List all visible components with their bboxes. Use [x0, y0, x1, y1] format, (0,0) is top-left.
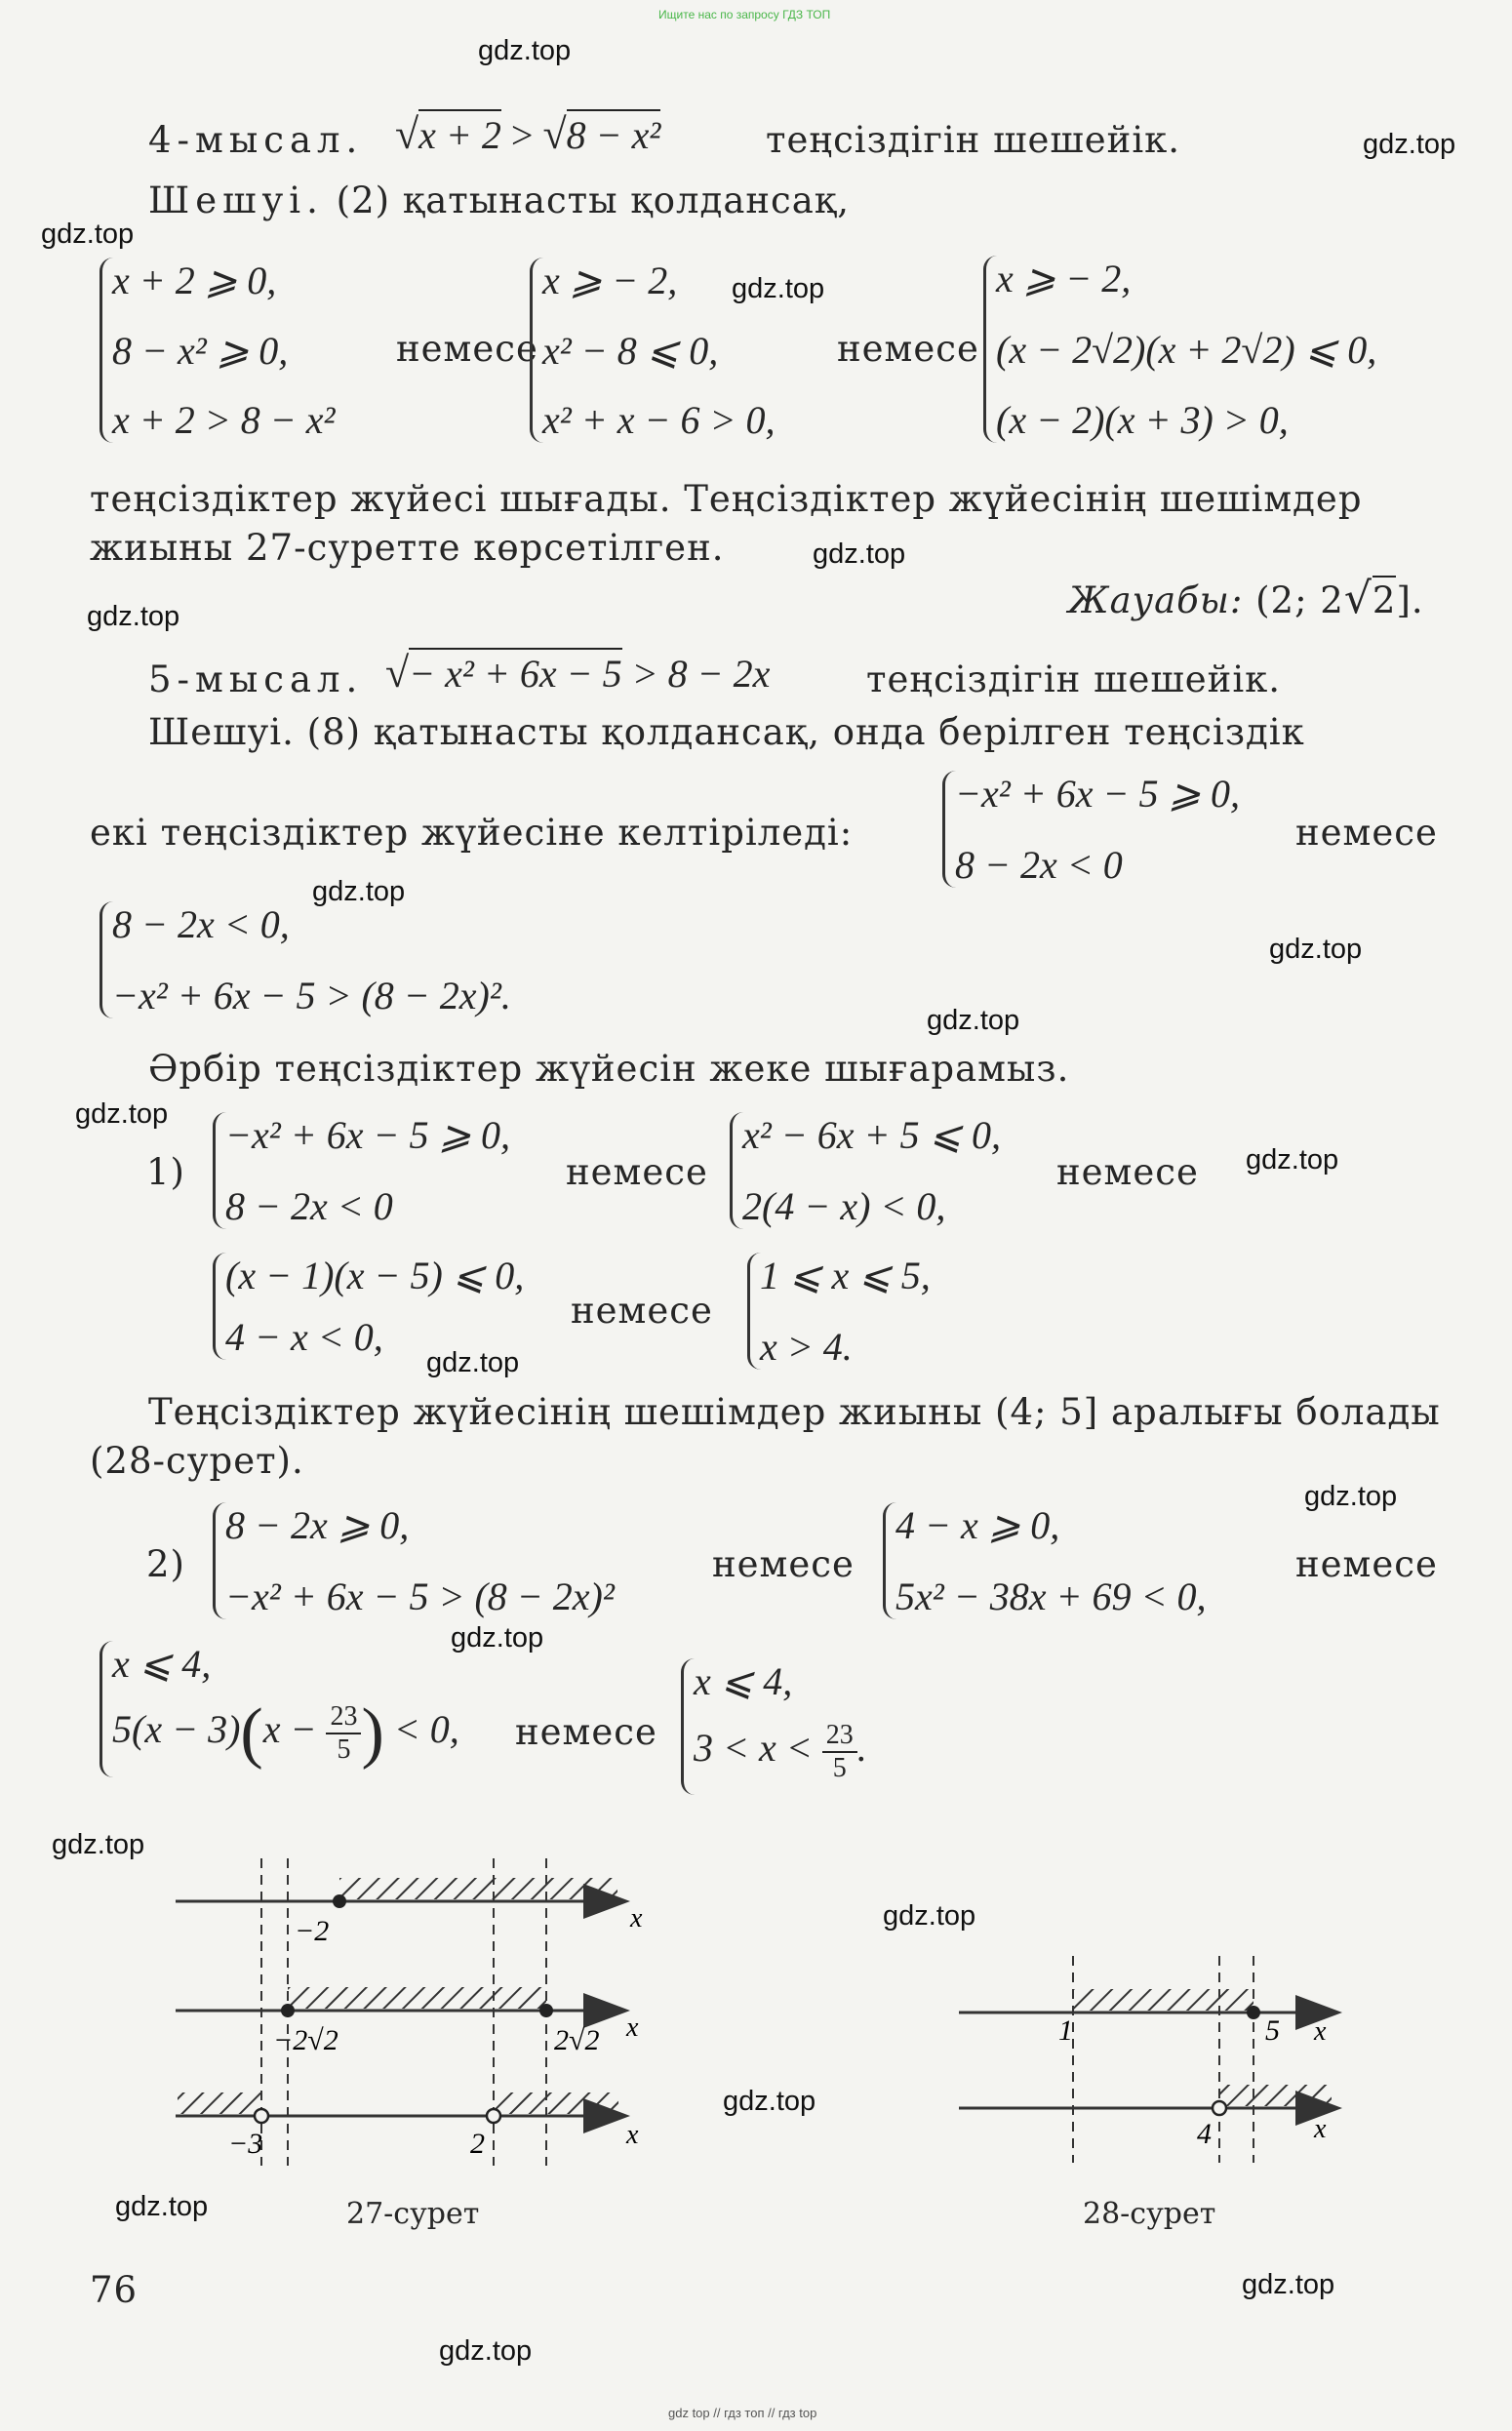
- watermark: gdz.top: [426, 1347, 520, 1378]
- figure-28-caption: 28-сурет: [1083, 2197, 1216, 2231]
- watermark: gdz.top: [883, 1900, 976, 1932]
- or-word: немесе: [712, 1543, 855, 1585]
- case2-system4: x ⩽ 4, 3 < x < $\frac{23}{5}$ .: [681, 1658, 867, 1795]
- example4-label: 4-мысал.: [148, 119, 364, 161]
- tick-label: −2: [295, 1915, 330, 1947]
- watermark: gdz.top: [732, 273, 825, 304]
- watermark: gdz.top: [1269, 934, 1363, 965]
- case2-system2: 4 − x ⩾ 0, 5x² − 38x + 69 < 0,: [883, 1502, 1206, 1619]
- closed-point: [539, 2004, 553, 2017]
- or-word: немесе: [396, 328, 538, 370]
- axis-label: x: [1314, 2114, 1327, 2144]
- figure-27: [166, 1839, 673, 2171]
- open-point: [487, 2109, 500, 2123]
- example4-text2: жиыны 27-суретте көрсетілген.: [90, 527, 725, 569]
- watermark: gdz.top: [1304, 1481, 1398, 1512]
- tick-label: −3: [228, 2128, 263, 2160]
- case2-system1: 8 − 2x ⩾ 0, −x² + 6x − 5 > (8 − 2x)²: [213, 1502, 615, 1619]
- axis-label: x: [630, 1903, 643, 1933]
- open-point: [1213, 2101, 1226, 2115]
- or-word: немесе: [1056, 1151, 1199, 1193]
- axis-label: x: [626, 2013, 639, 2043]
- closed-point: [1247, 2006, 1260, 2019]
- example5-solution: Шешуі. (8) қатынасты қолдансақ, онда берілген теңсіздік: [148, 711, 1305, 753]
- closed-point: [333, 1894, 346, 1908]
- watermark: gdz.top: [1246, 1144, 1339, 1176]
- watermark: gdz.top: [87, 601, 180, 632]
- example4-solution: Шешуі. (2) қатынасты қолдансақ,: [148, 179, 851, 221]
- tick-label: −2√2: [273, 2024, 338, 2056]
- case1-result2: (28-сурет).: [90, 1440, 304, 1482]
- case1-number: 1): [146, 1151, 185, 1193]
- tick-label: 1: [1058, 2014, 1073, 2047]
- example4-inequality: √x + 2 > √8 − x²: [395, 110, 661, 158]
- case2-system3: x ⩽ 4, 5(x − 3)(x − $\frac{23}{5}$ ) < 0,: [99, 1641, 459, 1777]
- tick-label: 2√2: [554, 2024, 600, 2056]
- tick-label: 2: [470, 2128, 485, 2160]
- solution-hatch: [178, 2092, 261, 2114]
- case1-result1: Теңсіздіктер жүйесінің шешімдер жиыны (4; 5] аралығы болады: [148, 1391, 1441, 1433]
- axis-label: x: [1314, 2016, 1327, 2047]
- example4-answer: Жауабы: (2; 2√2].: [1068, 574, 1424, 623]
- page-number: 76: [90, 2269, 139, 2311]
- example5-system-b: 8 − 2x < 0, −x² + 6x − 5 > (8 − 2x)².: [99, 901, 511, 1018]
- case1-system4: 1 ⩽ x ⩽ 5, x > 4.: [747, 1253, 931, 1370]
- watermark: gdz.top: [1363, 129, 1456, 160]
- example4-task: теңсіздігін шешейік.: [766, 119, 1181, 161]
- watermark: gdz.top: [451, 1622, 544, 1654]
- or-word: немесе: [566, 1151, 708, 1193]
- example5-system-a: −x² + 6x − 5 ⩾ 0, 8 − 2x < 0: [942, 771, 1240, 888]
- watermark: gdz.top: [927, 1005, 1020, 1036]
- open-point: [255, 2109, 268, 2123]
- or-word: немесе: [571, 1290, 713, 1332]
- watermark: gdz.top: [478, 35, 572, 66]
- example5-each-text: Әрбір теңсіздіктер жүйесін жеке шығарамыз.: [148, 1048, 1070, 1090]
- example4-system3: x ⩾ − 2, (x − 2√2)(x + 2√2) ⩽ 0, (x − 2)(x + 3) > 0,: [983, 256, 1376, 443]
- example5-task: теңсіздігін шешейік.: [866, 658, 1282, 700]
- example4-system1: x + 2 ⩾ 0, 8 − x² ⩾ 0, x + 2 > 8 − x²: [99, 258, 335, 443]
- header-note: Ищите нас по запросу ГДЗ ТОП: [658, 8, 831, 21]
- example5-inequality: √− x² + 6x − 5 > 8 − 2x: [385, 649, 771, 697]
- solution-hatch: [288, 1987, 546, 2009]
- case1-system1: −x² + 6x − 5 ⩾ 0, 8 − 2x < 0: [213, 1112, 510, 1229]
- watermark: gdz.top: [1242, 2269, 1335, 2300]
- case1-system2: x² − 6x + 5 ⩽ 0, 2(4 − x) < 0,: [730, 1112, 1001, 1229]
- closed-point: [281, 2004, 295, 2017]
- watermark: gdz.top: [52, 1829, 145, 1860]
- example4-text1: теңсіздіктер жүйесі шығады. Теңсіздіктер жүйесінің шешімдер: [90, 478, 1363, 520]
- solution-hatch: [339, 1878, 617, 1899]
- solution-hatch: [494, 2092, 618, 2114]
- case1-system3: (x − 1)(x − 5) ⩽ 0, 4 − x < 0,: [213, 1253, 524, 1360]
- solution-hatch: [1219, 2085, 1332, 2106]
- example5-reduce-text: екі теңсіздіктер жүйесіне келтіріледі:: [90, 812, 854, 854]
- fraction: $\frac{23}{5}$: [326, 1701, 361, 1766]
- watermark: gdz.top: [813, 538, 906, 570]
- solution-hatch: [1073, 1989, 1253, 2011]
- tick-label: 4: [1197, 2118, 1212, 2150]
- tick-label: 5: [1265, 2014, 1280, 2047]
- or-word: немесе: [837, 328, 979, 370]
- watermark: gdz.top: [312, 876, 406, 907]
- watermark: gdz.top: [75, 1098, 169, 1130]
- case2-number: 2): [146, 1543, 185, 1585]
- watermark: gdz.top: [41, 219, 135, 250]
- example5-label: 5-мысал.: [148, 658, 364, 700]
- footer-note: gdz top // гдз топ // гдз top: [668, 2406, 817, 2420]
- watermark: gdz.top: [115, 2191, 209, 2222]
- figure-28: [951, 1936, 1361, 2171]
- watermark: gdz.top: [723, 2086, 816, 2117]
- example4-system2: x ⩾ − 2, x² − 8 ⩽ 0, x² + x − 6 > 0,: [530, 258, 775, 443]
- fraction: $\frac{23}{5}$: [822, 1720, 857, 1784]
- or-word: немесе: [1295, 1543, 1438, 1585]
- figure-27-caption: 27-сурет: [346, 2197, 480, 2231]
- axis-label: x: [626, 2120, 639, 2150]
- or-word: немесе: [515, 1711, 657, 1753]
- or-word: немесе: [1295, 812, 1438, 854]
- watermark: gdz.top: [439, 2335, 533, 2367]
